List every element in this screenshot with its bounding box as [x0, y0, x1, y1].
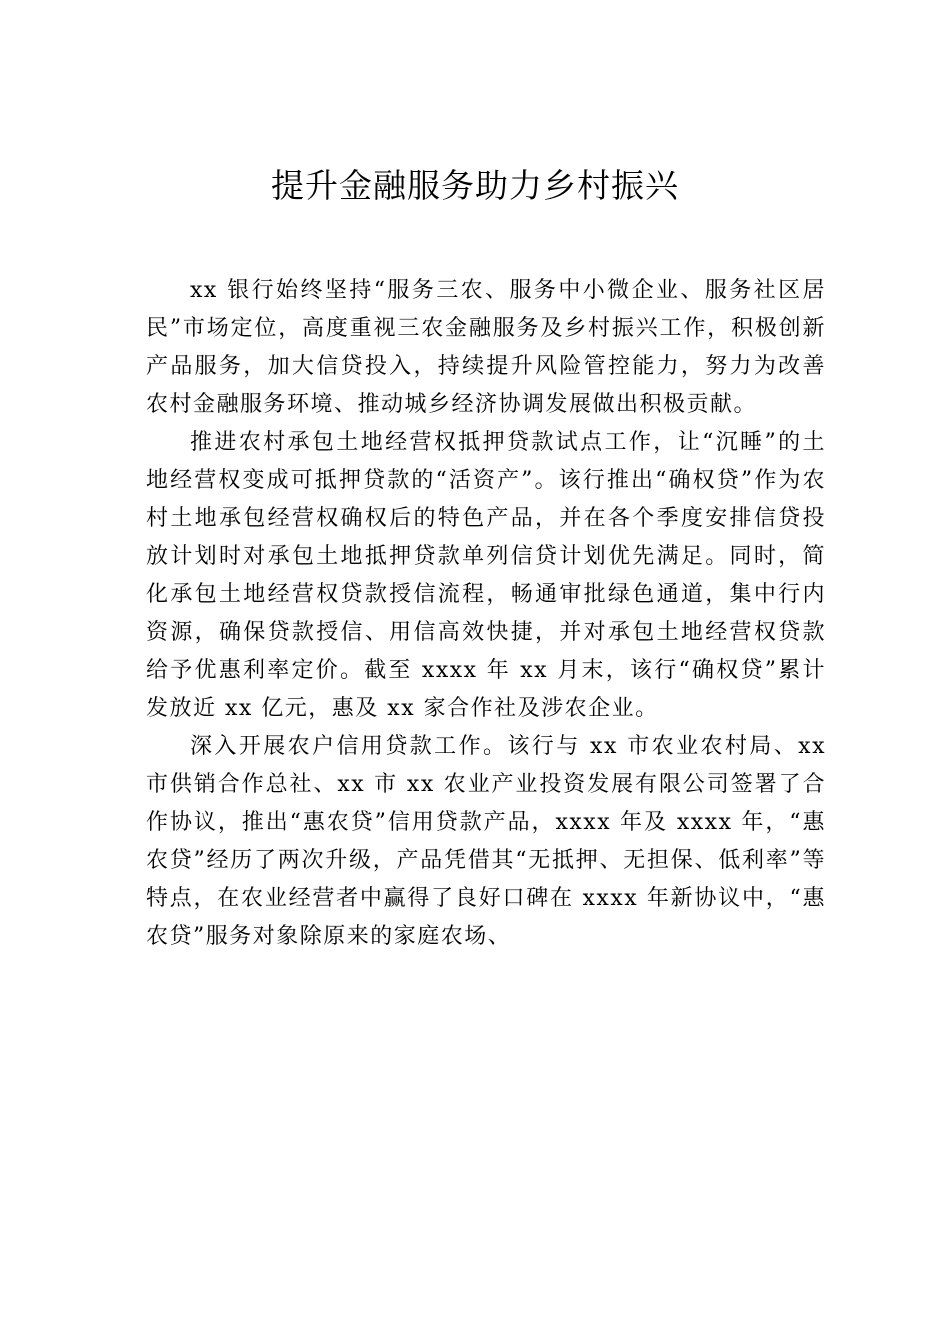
paragraph-1: xx 银行始终坚持“服务三农、服务中小微企业、服务社区居民”市场定位，高度重视三农金融服务及乡村振兴工作，积极创新产品服务，加大信贷投入，持续提升风险管控能力，努力为改善农村金融服务环境、推动城乡经济协调发展做出积极贡献。 — [146, 278, 826, 417]
paragraph-3: 深入开展农户信用贷款工作。该行与 xx 市农业农村局、xx 市供销合作总社、xx 市 xx 农业产业投资发展有限公司签署了合作协议，推出“惠农贷”信用贷款产品，xxxx 年及 xxxx 年，“惠农贷”经历了两次升级，产品凭借其“无抵押、无担保、低利率”等特点，在农业经营者中赢得了良好口碑在 xxxx 年新协议中，“惠农贷”服务对象除原来的家庭农场、 — [146, 734, 826, 949]
paragraph-2: 推进农村承包土地经营权抵押贷款试点工作，让“沉睡”的土地经营权变成可抵押贷款的“活资产”。该行推出“确权贷”作为农村土地承包经营权确权后的特色产品，并在各个季度安排信贷投放计划时对承包土地抵押贷款单列信贷计划优先满足。同时，简化承包土地经营权贷款授信流程，畅通审批绿色通道，集中行内资源，确保贷款授信、用信高效快捷，并对承包土地经营权贷款给予优惠利率定价。截至 xxxx 年 xx 月末，该行“确权贷”累计发放近 xx 亿元，惠及 xx 家合作社及涉农企业。 — [146, 430, 826, 721]
document-title: 提升金融服务助力乡村振兴 — [271, 166, 679, 205]
document-body — [146, 272, 826, 956]
